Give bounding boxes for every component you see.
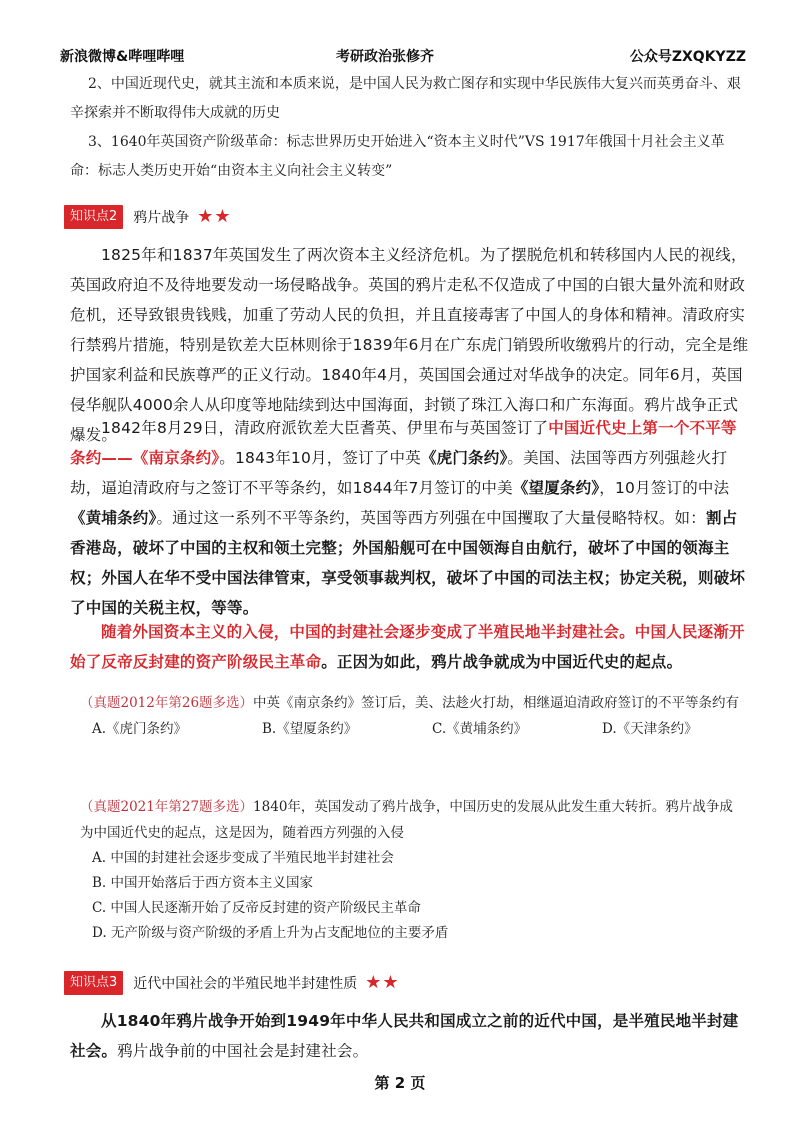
kp2-tag: 知识点2 [64, 205, 123, 229]
kp3-tag: 知识点3 [64, 971, 123, 995]
intro-item-2: 2、中国近现代史，就其主流和本质来说，是中国人民为救亡图存和实现中华民族伟大复兴而英勇奋斗、艰辛探索并不断取得伟大成就的历史 [70, 76, 741, 121]
option-d: D. 无产阶级与资产阶级的矛盾上升为占支配地位的主要矛盾 [92, 925, 449, 941]
knowledge-point-3-heading [64, 970, 400, 996]
question-stem: 1840年，英国发动了鸦片战争，中国历史的发展从此发生重大转折。鸦片战争成为中国近代史的起点，这是因为，随着西方列强的入侵 [80, 799, 733, 841]
option-a: A.《虎门条约》 [92, 721, 188, 737]
option-c: C. 中国人民逐渐开始了反帝反封建的资产阶级民主革命 [92, 900, 421, 916]
kp2-stars: ★★ [197, 206, 232, 227]
question-options [92, 716, 740, 742]
kp3-definition: 从1840年鸦片战争开始到1949年中华人民共和国成立之前的近代中国，是半殖民地半封建社会。 [70, 1012, 739, 1060]
kp2-title: 鸦片战争 [133, 210, 190, 226]
option-a: A. 中国的封建社会逐步变成了半殖民地半封建社会 [92, 850, 394, 866]
question-2012-26 [80, 690, 740, 742]
kp2-paragraph-1: 1825年和1837年英国发生了两次资本主义经济危机。为了摆脱危机和转移国内人民的视线，英国政府迫不及待地要发动一场侵略战争。英国的鸦片走私不仅造成了中国的白银大量外流和财政危机，还导致银贵钱贱，加重了劳动人民的负担，并且直接毒害了中国人的身体和精神。清政府实行禁鸦片措施，特别是钦差大臣林则徐于1839年6月在广东虎门销毁所收缴鸦片的行动，完全是维护国家利益和民族尊严的正义行动。1840年4月，英国国会通过对华战争的决定。同年6月，英国侵华舰队4000余人从印度等地陆续到达中国海面，封锁了珠江入海口和广东海面。鸦片战争正式爆发。 [70, 246, 749, 444]
option-c: C.《黄埔条约》 [432, 721, 528, 737]
semi-colonial-conclusion: 随着外国资本主义的入侵，中国的封建社会逐步变成了半殖民地半封建社会。中国人民逐渐开始了反帝反封建的资产阶级民主革命 [70, 623, 745, 671]
treaty-humen: 《虎门条约》 [420, 449, 508, 467]
option-d: D.《天津条约》 [602, 721, 698, 737]
first-unequal-treaty: 中国近代史上第一个不平等条约——《南京条约》 [70, 419, 737, 467]
intro-item-3: 3、1640年英国资产阶级革命：标志世界历史开始进入“资本主义时代”VS 1917年俄国十月社会主义革命：标志人类历史开始“由资本主义向社会主义转变” [70, 134, 725, 179]
treaty-wangxia: 《望厦条约》 [512, 479, 600, 497]
question-2021-27 [80, 794, 740, 946]
privileges-list: 割占香港岛，破坏了中国的主权和领土完整；外国船舰可在中国领海自由航行，破坏了中国的领海主权；外国人在华不受中国法律管束，享受领事裁判权，破坏了中国的司法主权；协定关税，则破坏了中国的关税主权，等等。 [70, 509, 746, 617]
treaty-huangpu: 《黄埔条约》 [70, 509, 157, 527]
question-stem: 中英《南京条约》签订后，美、法趁火打劫，相继逼迫清政府签订的不平等条约有 [253, 695, 740, 711]
header-right: 公众号ZXQKYZZ [629, 49, 746, 65]
option-b: B.《望厦条约》 [262, 721, 358, 737]
kp2-paragraph-2: 1842年8月29日，清政府派钦差大臣耆英、伊里布与英国签订了中国近代史上第一个不平等条约——《南京条约》。1843年10月，签订了中英《虎门条约》。美国、法国等西方列强趁火打劫，逼迫清政府与之签订不平等条约，如1844年7月签订的中美《望厦条约》，10月签订的中法《黄埔条约》。通过这一系列不平等条约，英国等西方列强在中国攫取了大量侵略特权。如：割占香港岛，破坏了中国的主权和领土完整；外国船舰可在中国领海自由航行，破坏了中国的领海主权；外国人在华不受中国法律管束，享受领事裁判权，破坏了中国的司法主权；协定关税，则破坏了中国的关税主权，等等。 [70, 419, 746, 617]
knowledge-point-2-heading [64, 204, 232, 230]
kp3-title: 近代中国社会的半殖民地半封建性质 [133, 976, 358, 992]
intro-section [70, 70, 750, 186]
option-b: B. 中国开始落后于西方资本主义国家 [92, 875, 314, 891]
question-source: （真题2021年第27题多选） [80, 799, 254, 815]
header-center: 考研政治张修齐 [336, 49, 434, 65]
page-number: 第 2 页 [374, 1074, 426, 1092]
kp2-paragraph-3: 随着外国资本主义的入侵，中国的封建社会逐步变成了半殖民地半封建社会。中国人民逐渐开始了反帝反封建的资产阶级民主革命。正因为如此，鸦片战争就成为中国近代史的起点。 [70, 623, 745, 671]
kp3-paragraph: 从1840年鸦片战争开始到1949年中华人民共和国成立之前的近代中国，是半殖民地半封建社会。鸦片战争前的中国社会是封建社会。 [70, 1012, 739, 1060]
header-left: 新浪微博&哔哩哔哩 [60, 49, 185, 65]
kp3-stars: ★★ [365, 972, 400, 993]
question-source: （真题2012年第26题多选） [80, 695, 254, 711]
